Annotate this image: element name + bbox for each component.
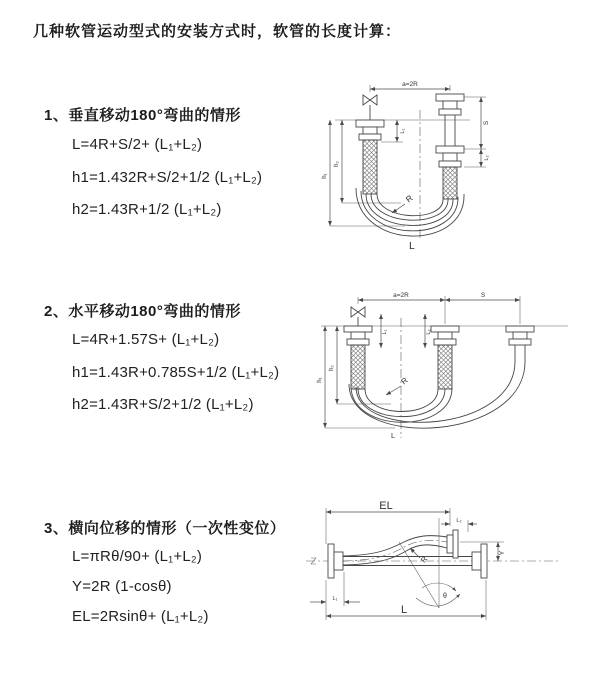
left-fitting xyxy=(356,120,384,194)
section-1-heading: 1、垂直移动180°弯曲的情形 xyxy=(44,107,241,124)
dimension-el xyxy=(326,500,450,544)
formula-line: h1=1.432R+S/2+1/2 (L₁+L₂) xyxy=(72,169,263,186)
dimension-a-2r xyxy=(370,81,450,92)
radius-label: R xyxy=(403,192,415,205)
radius-callout xyxy=(386,376,410,395)
dim-label-l1: L₁ xyxy=(400,128,406,134)
radius-label: R xyxy=(399,375,410,387)
formula-line: Y=2R (1-cosθ) xyxy=(72,578,172,595)
left-flange xyxy=(328,544,343,578)
formula-line: h2=1.43R+1/2 (L₁+L₂) xyxy=(72,201,222,218)
formula-line: L=πRθ/90+ (L₁+L₂) xyxy=(72,548,203,565)
diagram-horizontal-180-bend xyxy=(313,288,588,463)
formula-line: h2=1.43R+S/2+1/2 (L₁+L₂) xyxy=(72,396,254,413)
right-fitting xyxy=(436,94,464,199)
radius-label: R xyxy=(418,554,430,565)
dim-label-l1: L₁ xyxy=(332,596,338,602)
dimension-l2 xyxy=(441,518,477,532)
diagram-lateral-displacement xyxy=(298,498,593,643)
middle-fitting xyxy=(431,326,459,389)
dim-label-a2r: a=2R xyxy=(402,81,418,88)
section-3-heading: 3、横向位移的情形（一次性变位） xyxy=(44,520,286,537)
valve-icon xyxy=(351,307,365,326)
dimension-l1 xyxy=(310,572,360,606)
dimension-s xyxy=(464,97,490,149)
dim-label-l2: L₂ xyxy=(456,518,462,524)
dimension-l1 xyxy=(381,120,406,142)
dim-label-h1: h₁ xyxy=(317,377,323,383)
dim-label-h1: h₁ xyxy=(322,173,328,179)
dim-label-s: S xyxy=(483,120,490,126)
dimension-l1 xyxy=(381,314,388,348)
dim-label-s: S xyxy=(480,292,486,299)
s-curve-hose xyxy=(343,536,447,565)
dimension-a-2r xyxy=(358,292,520,324)
dimension-l xyxy=(326,580,486,620)
left-fitting xyxy=(344,326,372,389)
raised-flange xyxy=(447,530,458,558)
right-fitting xyxy=(506,326,534,360)
valve-icon xyxy=(363,95,377,120)
dim-label-l2: L₂ xyxy=(426,329,432,335)
formula-line: h1=1.43R+0.785S+1/2 (L₁+L₂) xyxy=(72,364,280,381)
length-label: L xyxy=(391,431,396,440)
construction-lines xyxy=(399,518,460,608)
length-label: L xyxy=(409,240,415,252)
dimension-l2 xyxy=(425,314,432,348)
right-flange xyxy=(472,544,487,578)
formula-line: L=4R+S/2+ (L₁+L₂) xyxy=(72,136,203,153)
dim-label-el: EL xyxy=(379,500,393,512)
dim-label-y: Y xyxy=(499,550,506,556)
diagram-vertical-180-bend xyxy=(313,76,568,256)
dim-label-l2: L₂ xyxy=(484,155,490,161)
formula-line: EL=2Rsinθ+ (L₁+L₂) xyxy=(72,608,209,625)
dim-label-h2: h₂ xyxy=(334,161,340,167)
dim-label-h2: h₂ xyxy=(329,365,335,371)
page-title: 几种软管运动型式的安装方式时，软管的长度计算： xyxy=(33,23,402,40)
dim-label-l1: L₁ xyxy=(382,329,388,335)
formula-line: L=4R+1.57S+ (L₁+L₂) xyxy=(72,331,220,348)
dimension-l2 xyxy=(464,149,490,167)
dim-label-a2r: a=2R xyxy=(393,292,409,299)
angle-label: θ xyxy=(443,593,447,600)
section-2-heading: 2、水平移动180°弯曲的情形 xyxy=(44,303,241,320)
length-label: L xyxy=(400,604,408,616)
